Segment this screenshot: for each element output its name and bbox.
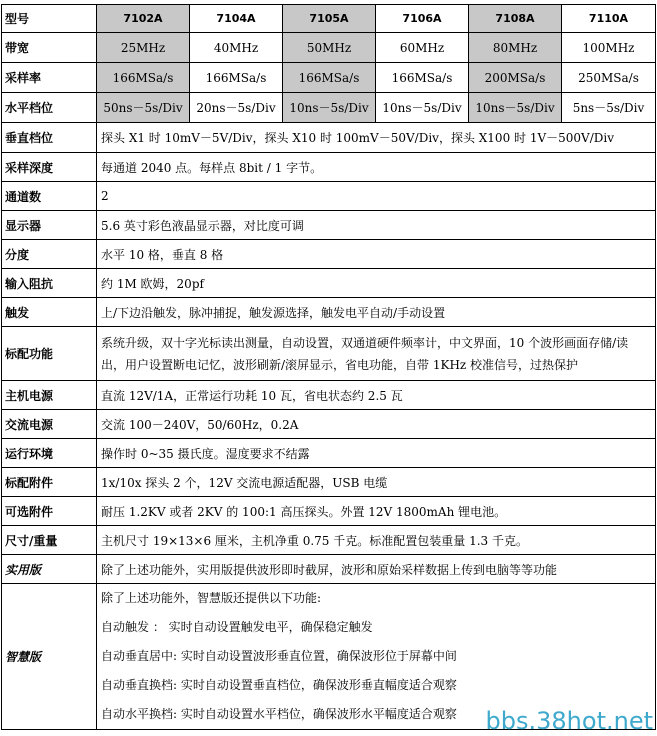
value-display: 5.6 英寸彩色液晶显示器，对比度可调: [97, 211, 656, 240]
cell-bandwidth: 25MHz: [97, 33, 190, 63]
row-channels: [2, 182, 656, 211]
cell-bandwidth: 100MHz: [562, 33, 656, 63]
cell-sample-rate: 166MSa/s: [97, 63, 190, 93]
label-display: 显示器: [2, 211, 97, 240]
cell-bandwidth: 80MHz: [469, 33, 562, 63]
row-environment: [2, 439, 656, 468]
smart-line: 自动垂直换档: 实时自动设置垂直档位，确保波形垂直幅度适合观察: [101, 678, 457, 692]
row-display: [2, 211, 656, 240]
cell-horizontal: 10ns－5s/Div: [283, 93, 376, 123]
model-7110a: 7110A: [562, 5, 656, 33]
value-vertical: 探头 X1 时 10mV－5V/Div，探头 X10 时 100mV－50V/Div，探头 X100 时 1V－500V/Div: [97, 123, 656, 153]
cell-horizontal: 10ns－5s/Div: [376, 93, 469, 123]
label-sample-rate: 采样率: [2, 63, 97, 93]
label-resolution: 分度: [2, 240, 97, 269]
label-model: 型号: [2, 5, 97, 33]
row-resolution: [2, 240, 656, 269]
value-impedance: 约 1M 欧姆，20pf: [97, 269, 656, 298]
row-power-dc: [2, 381, 656, 410]
row-trigger: [2, 298, 656, 327]
row-standard: [2, 327, 656, 381]
label-power-dc: 主机电源: [2, 381, 97, 410]
cell-sample-rate: 166MSa/s: [283, 63, 376, 93]
cell-horizontal: 20ns－5s/Div: [190, 93, 283, 123]
label-bandwidth: 带宽: [2, 33, 97, 63]
value-practical: 除了上述功能外，实用版提供波形即时截屏，波形和原始采样数据上传到电脑等等功能: [97, 555, 656, 584]
value-accessories: 1x/10x 探头 2 个，12V 交流电源适配器，USB 电缆: [97, 468, 656, 497]
label-trigger: 触发: [2, 298, 97, 327]
cell-horizontal: 5ns－5s/Div: [562, 93, 656, 123]
value-size: 主机尺寸 19×13×6 厘米，主机净重 0.75 千克。标准配置包装重量 1.3 千克。: [97, 526, 656, 555]
label-accessories: 标配附件: [2, 468, 97, 497]
cell-sample-rate: 166MSa/s: [190, 63, 283, 93]
cell-bandwidth: 60MHz: [376, 33, 469, 63]
row-model: [2, 5, 656, 33]
value-trigger: 上/下边沿触发，脉冲捕捉，触发源选择，触发电平自动/手动设置: [97, 298, 656, 327]
model-7105a: 7105A: [283, 5, 376, 33]
cell-sample-rate: 200MSa/s: [469, 63, 562, 93]
row-practical: [2, 555, 656, 584]
value-resolution: 水平 10 格，垂直 8 格: [97, 240, 656, 269]
value-optional: 耐压 1.2KV 或者 2KV 的 100:1 高压探头。外置 12V 1800mAh 锂电池。: [97, 497, 656, 526]
label-impedance: 输入阻抗: [2, 269, 97, 298]
model-7108a: 7108A: [469, 5, 562, 33]
cell-bandwidth: 40MHz: [190, 33, 283, 63]
smart-line: 自动水平换档: 实时自动设置水平档位，确保波形水平幅度适合观察: [101, 707, 457, 721]
label-channels: 通道数: [2, 182, 97, 211]
label-optional: 可选附件: [2, 497, 97, 526]
value-depth: 每通道 2040 点。每样点 8bit / 1 字节。: [97, 153, 656, 182]
row-bandwidth: [2, 33, 656, 63]
smart-line: 自动垂直居中: 实时自动设置波形垂直位置，确保波形位于屏幕中间: [101, 649, 457, 663]
model-7104a: 7104A: [190, 5, 283, 33]
value-channels: 2: [97, 182, 656, 211]
value-standard: 系统升级，双十字光标读出测量，自动设置，双通道硬件频率计，中文界面，10 个波形画面存储/读出，用户设置断电记忆，波形刷新/滚屏显示，省电功能，自带 1KHz 校准信号，过热保护: [97, 327, 656, 381]
row-impedance: [2, 269, 656, 298]
row-accessories: [2, 468, 656, 497]
spec-table: [1, 4, 656, 730]
label-size: 尺寸/重量: [2, 526, 97, 555]
label-smart: 智慧版: [2, 584, 97, 730]
row-depth: [2, 153, 656, 182]
model-7106a: 7106A: [376, 5, 469, 33]
row-sample-rate: [2, 63, 656, 93]
label-vertical: 垂直档位: [2, 123, 97, 153]
label-depth: 采样深度: [2, 153, 97, 182]
row-power-ac: [2, 410, 656, 439]
label-power-ac: 交流电源: [2, 410, 97, 439]
label-standard: 标配功能: [2, 327, 97, 381]
cell-sample-rate: 250MSa/s: [562, 63, 656, 93]
model-7102a: 7102A: [97, 5, 190, 33]
value-environment: 操作时 0~35 摄氏度。湿度要求不结露: [97, 439, 656, 468]
value-power-ac: 交流 100－240V，50/60Hz，0.2A: [97, 410, 656, 439]
watermark: bbs.38hot.net: [485, 707, 653, 735]
cell-horizontal: 50ns－5s/Div: [97, 93, 190, 123]
label-environment: 运行环境: [2, 439, 97, 468]
row-horizontal: [2, 93, 656, 123]
value-power-dc: 直流 12V/1A，正常运行功耗 10 瓦，省电状态约 2.5 瓦: [97, 381, 656, 410]
label-horizontal: 水平档位: [2, 93, 97, 123]
cell-sample-rate: 166MSa/s: [376, 63, 469, 93]
cell-horizontal: 10ns－5s/Div: [469, 93, 562, 123]
cell-bandwidth: 50MHz: [283, 33, 376, 63]
row-size: [2, 526, 656, 555]
smart-line: 除了上述功能外，智慧版还提供以下功能:: [101, 591, 322, 605]
row-optional: [2, 497, 656, 526]
smart-line: 自动触发 ： 实时自动设置触发电平，确保稳定触发: [101, 620, 373, 634]
label-practical: 实用版: [2, 555, 97, 584]
row-vertical: [2, 123, 656, 153]
